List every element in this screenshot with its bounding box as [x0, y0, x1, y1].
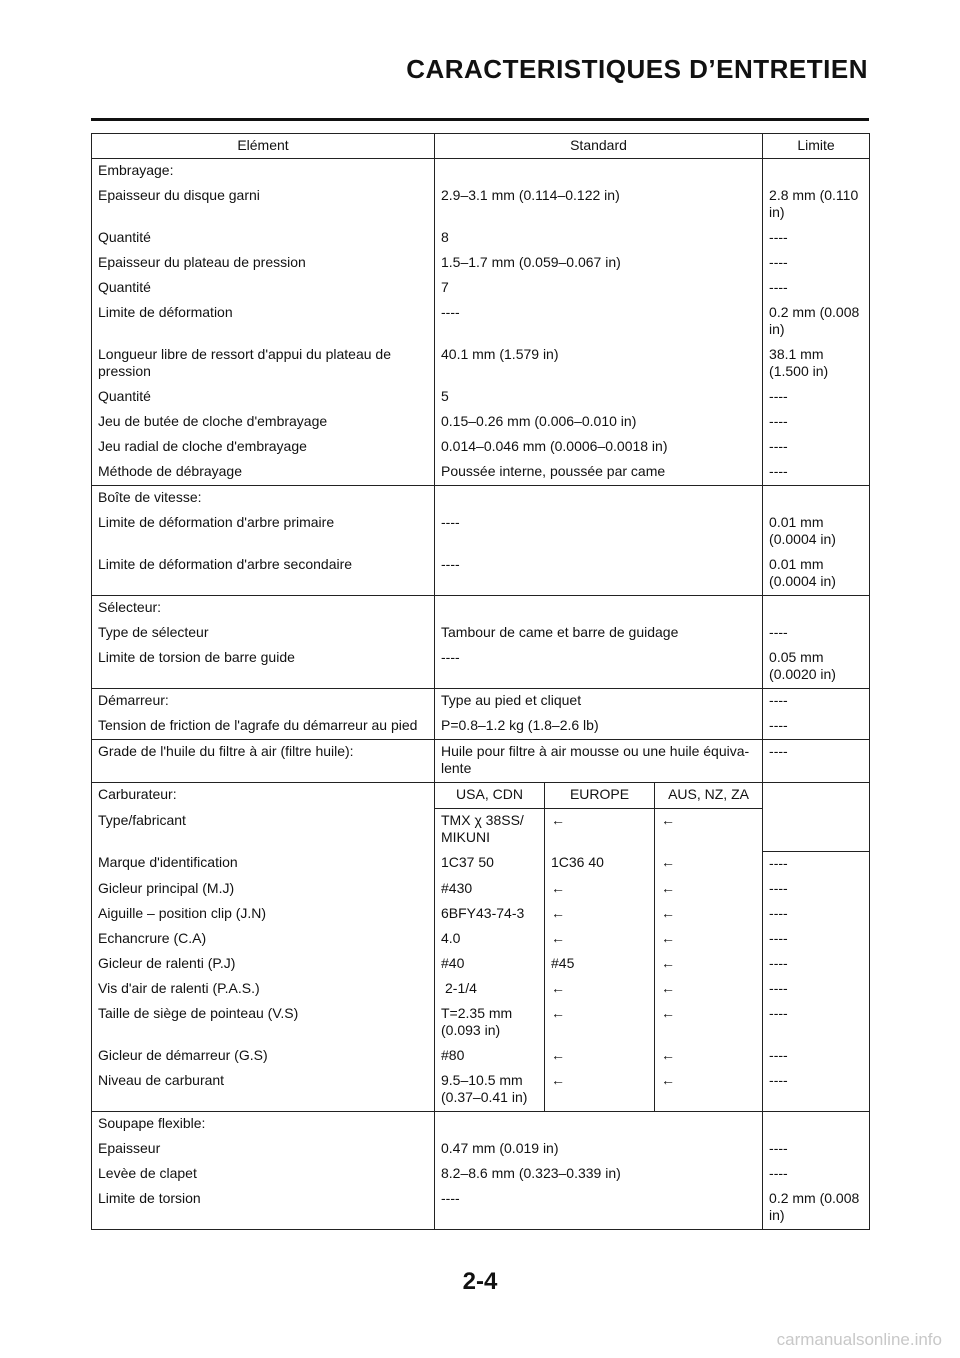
- table-row: [92, 1162, 870, 1187]
- table-row: [92, 435, 870, 460]
- table-row: [92, 1137, 870, 1162]
- cell-element: Niveau de carburant: [92, 1069, 435, 1112]
- table-row: [92, 851, 870, 877]
- header-element: Elément: [92, 134, 435, 159]
- table-row: [92, 877, 870, 902]
- cell-aus: ←: [655, 927, 763, 952]
- cell-usa: 9.5–10.5 mm (0.37–0.41 in): [435, 1069, 545, 1112]
- cell-element: Gicleur de ralenti (P.J): [92, 952, 435, 977]
- table-row: [92, 714, 870, 740]
- cell-europe: ←: [545, 902, 655, 927]
- cell-europe: ←: [545, 809, 655, 852]
- page-title: CARACTERISTIQUES D’ENTRETIEN: [406, 54, 868, 84]
- cell-europe: ←: [545, 1069, 655, 1112]
- cell-standard: Huile pour filtre à air mousse ou une huile équiva-lente: [435, 740, 763, 783]
- table-row: [92, 511, 870, 553]
- table-row: [92, 1002, 870, 1044]
- table-row: [92, 343, 870, 385]
- section-heading-row: [92, 689, 870, 715]
- cell-element: Epaisseur du plateau de pression: [92, 251, 435, 276]
- table-row: [92, 460, 870, 486]
- table-row: [92, 184, 870, 226]
- section-heading: Sélecteur:: [92, 596, 435, 622]
- cell-aus: ←: [655, 902, 763, 927]
- cell-standard: P=0.8–1.2 kg (1.8–2.6 lb): [435, 714, 763, 740]
- table-row: [92, 1187, 870, 1230]
- cell-limit: ----: [763, 1137, 870, 1162]
- cell-limit: 0.01 mm (0.0004 in): [763, 553, 870, 596]
- cell-standard: 0.15–0.26 mm (0.006–0.010 in): [435, 410, 763, 435]
- table-row: [92, 927, 870, 952]
- section-heading-row: [92, 783, 870, 809]
- cell-limit: [763, 809, 870, 852]
- cell-standard: ----: [435, 1187, 763, 1230]
- cell-standard: 8: [435, 226, 763, 251]
- cell-usa: 1C37 50: [435, 851, 545, 877]
- cell-limit: ----: [763, 460, 870, 486]
- cell-europe: 1C36 40: [545, 851, 655, 877]
- cell-element: Aiguille – position clip (J.N): [92, 902, 435, 927]
- section-heading-row: [92, 486, 870, 512]
- cell-limit: 0.2 mm (0.008 in): [763, 301, 870, 343]
- region-header: EUROPE: [545, 783, 655, 809]
- cell-usa: #80: [435, 1044, 545, 1069]
- cell-limit: 38.1 mm (1.500 in): [763, 343, 870, 385]
- cell-element: Limite de torsion: [92, 1187, 435, 1230]
- cell-limit: 0.2 mm (0.008 in): [763, 1187, 870, 1230]
- cell-limit: ----: [763, 740, 870, 783]
- cell-limit: ----: [763, 877, 870, 902]
- cell-aus: ←: [655, 809, 763, 852]
- cell-europe: ←: [545, 927, 655, 952]
- cell-limit: ----: [763, 1044, 870, 1069]
- cell-element: Type/fabricant: [92, 809, 435, 852]
- cell-limit: ----: [763, 435, 870, 460]
- cell-usa: TMX χ 38SS/ MIKUNI: [435, 809, 545, 852]
- table-row: [92, 1069, 870, 1112]
- cell-aus: ←: [655, 1002, 763, 1044]
- cell-aus: ←: [655, 877, 763, 902]
- cell-limit: ----: [763, 927, 870, 952]
- table-row: [92, 410, 870, 435]
- cell-limit: ----: [763, 251, 870, 276]
- cell-limit: ----: [763, 714, 870, 740]
- table-row: [92, 276, 870, 301]
- cell-europe: ←: [545, 1044, 655, 1069]
- cell-standard: ----: [435, 301, 763, 343]
- cell-element: Quantité: [92, 276, 435, 301]
- table-row: [92, 621, 870, 646]
- section-heading: Démarreur:: [92, 689, 435, 715]
- cell-element: Vis d'air de ralenti (P.A.S.): [92, 977, 435, 1002]
- title-rule: [91, 118, 869, 121]
- cell-limit: 0.01 mm (0.0004 in): [763, 511, 870, 553]
- cell-element: Jeu radial de cloche d'embrayage: [92, 435, 435, 460]
- cell-standard: 2.9–3.1 mm (0.114–0.122 in): [435, 184, 763, 226]
- cell-standard: 0.014–0.046 mm (0.0006–0.0018 in): [435, 435, 763, 460]
- section-heading-row: [92, 1111, 870, 1137]
- cell-standard: Poussée interne, poussée par came: [435, 460, 763, 486]
- cell-element: Méthode de débrayage: [92, 460, 435, 486]
- watermark: carmanualsonline.info: [776, 1330, 942, 1349]
- section-heading-row: [92, 159, 870, 185]
- section-heading: Soupape flexible:: [92, 1111, 435, 1137]
- table-row: [92, 251, 870, 276]
- cell-limit: ----: [763, 385, 870, 410]
- cell-limit: ----: [763, 1002, 870, 1044]
- cell-standard: 0.47 mm (0.019 in): [435, 1137, 763, 1162]
- cell-aus: ←: [655, 977, 763, 1002]
- page-number: 2-4: [462, 1268, 498, 1295]
- cell-aus: ←: [655, 851, 763, 877]
- table-row: [92, 385, 870, 410]
- table-body: [92, 159, 870, 1230]
- cell-limit: ----: [763, 410, 870, 435]
- cell-usa: 2-1/4: [435, 977, 545, 1002]
- table-row: [92, 740, 870, 783]
- header-standard: Standard: [435, 134, 763, 159]
- cell-standard: Tambour de came et barre de guidage: [435, 621, 763, 646]
- table-row: [92, 809, 870, 852]
- cell-element: Jeu de butée de cloche d'embrayage: [92, 410, 435, 435]
- cell-limit: ----: [763, 851, 870, 877]
- cell-usa: #40: [435, 952, 545, 977]
- table-row: [92, 952, 870, 977]
- table-row: [92, 977, 870, 1002]
- cell-europe: ←: [545, 877, 655, 902]
- cell-standard: ----: [435, 553, 763, 596]
- cell-element: Tension de friction de l'agrafe du démarreur au pied: [92, 714, 435, 740]
- table-row: [92, 902, 870, 927]
- cell-usa: 6BFY43-74-3: [435, 902, 545, 927]
- cell-element: Levèe de clapet: [92, 1162, 435, 1187]
- region-header: AUS, NZ, ZA: [655, 783, 763, 809]
- cell-standard: 5: [435, 385, 763, 410]
- cell-aus: ←: [655, 1044, 763, 1069]
- cell-limit: ----: [763, 1162, 870, 1187]
- cell-element: Gicleur de démarreur (G.S): [92, 1044, 435, 1069]
- cell-element: Limite de déformation d'arbre secondaire: [92, 553, 435, 596]
- cell-standard: 40.1 mm (1.579 in): [435, 343, 763, 385]
- cell-element: Quantité: [92, 226, 435, 251]
- cell-limit: ----: [763, 977, 870, 1002]
- maintenance-spec-table: [91, 133, 870, 1230]
- cell-element: Limite de torsion de barre guide: [92, 646, 435, 689]
- cell-aus: ←: [655, 952, 763, 977]
- cell-element: Gicleur principal (M.J): [92, 877, 435, 902]
- cell-europe: #45: [545, 952, 655, 977]
- cell-standard: 1.5–1.7 mm (0.059–0.067 in): [435, 251, 763, 276]
- section-heading: Boîte de vitesse:: [92, 486, 435, 512]
- table-row: [92, 226, 870, 251]
- cell-limit: ----: [763, 621, 870, 646]
- cell-limit: ----: [763, 226, 870, 251]
- cell-element: Epaisseur du disque garni: [92, 184, 435, 226]
- cell-usa: #430: [435, 877, 545, 902]
- cell-usa: T=2.35 mm (0.093 in): [435, 1002, 545, 1044]
- table-header-row: [92, 134, 870, 159]
- cell-usa: 4.0: [435, 927, 545, 952]
- cell-standard: ----: [435, 511, 763, 553]
- cell-element: Limite de déformation d'arbre primaire: [92, 511, 435, 553]
- cell-aus: ←: [655, 1069, 763, 1112]
- cell-element: Grade de l'huile du filtre à air (filtre huile):: [92, 740, 435, 783]
- cell-element: Limite de déformation: [92, 301, 435, 343]
- cell-limit: ----: [763, 276, 870, 301]
- cell-limit: ----: [763, 1069, 870, 1112]
- table-row: [92, 1044, 870, 1069]
- cell-standard: 8.2–8.6 mm (0.323–0.339 in): [435, 1162, 763, 1187]
- header-limit: Limite: [763, 134, 870, 159]
- region-header: USA, CDN: [435, 783, 545, 809]
- cell-element: Quantité: [92, 385, 435, 410]
- cell-standard: Type au pied et cliquet: [435, 689, 763, 715]
- cell-element: Longueur libre de ressort d'appui du plateau de pression: [92, 343, 435, 385]
- cell-element: Type de sélecteur: [92, 621, 435, 646]
- section-heading-row: [92, 596, 870, 622]
- cell-standard: 7: [435, 276, 763, 301]
- table-row: [92, 553, 870, 596]
- cell-element: Echancrure (C.A): [92, 927, 435, 952]
- cell-europe: ←: [545, 1002, 655, 1044]
- cell-element: Epaisseur: [92, 1137, 435, 1162]
- cell-limit: ----: [763, 952, 870, 977]
- cell-europe: ←: [545, 977, 655, 1002]
- section-heading: Carburateur:: [92, 783, 435, 809]
- cell-element: Marque d'identification: [92, 851, 435, 877]
- cell-limit: ----: [763, 902, 870, 927]
- table-row: [92, 646, 870, 689]
- cell-limit: 0.05 mm (0.0020 in): [763, 646, 870, 689]
- cell-limit: ----: [763, 689, 870, 715]
- cell-element: Taille de siège de pointeau (V.S): [92, 1002, 435, 1044]
- section-heading: Embrayage:: [92, 159, 435, 185]
- cell-standard: ----: [435, 646, 763, 689]
- table-row: [92, 301, 870, 343]
- cell-limit: 2.8 mm (0.110 in): [763, 184, 870, 226]
